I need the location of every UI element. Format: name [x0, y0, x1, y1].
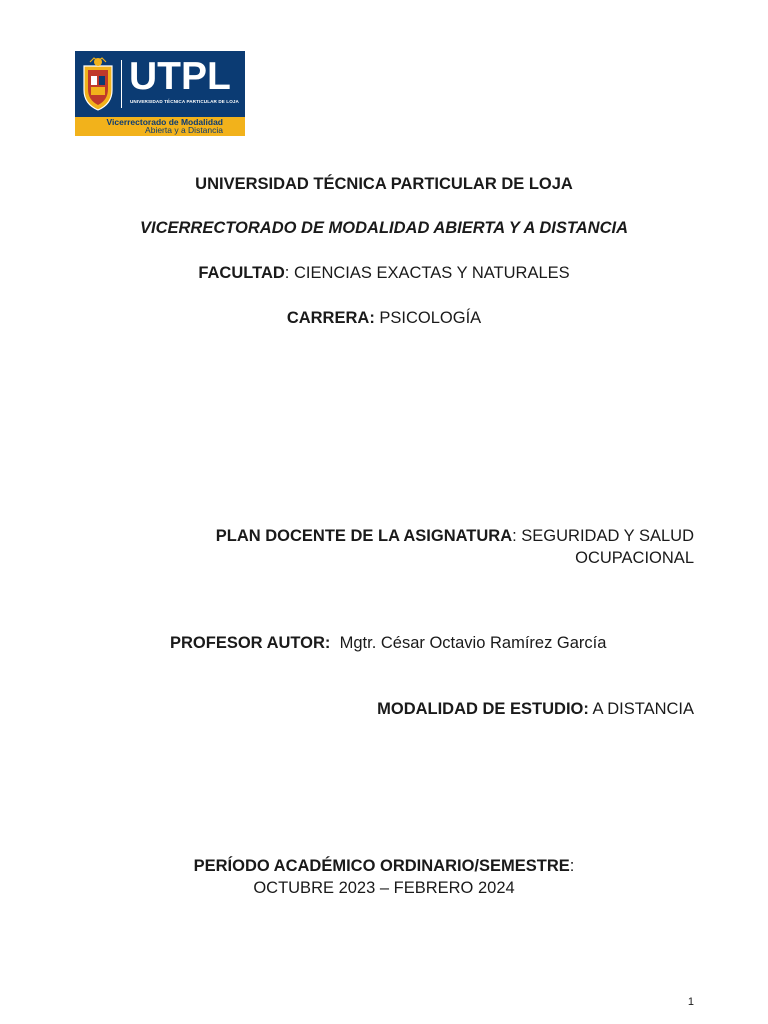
- periodo-line: [0, 857, 768, 876]
- logo-vicerrectorado-line1: Vicerrectorado de Modalidad: [106, 117, 223, 127]
- periodo-label: PERÍODO ACADÉMICO ORDINARIO/SEMESTRE: [193, 857, 570, 875]
- logo-separator: [121, 60, 122, 108]
- periodo-colon: :: [569, 857, 575, 875]
- profesor-label: PROFESOR AUTOR:: [170, 634, 331, 652]
- plan-label: PLAN DOCENTE DE LA ASIGNATURA: [215, 527, 513, 545]
- logo-vicerrectorado-line2: Abierta y a Distancia: [145, 125, 223, 135]
- modalidad-value: A DISTANCIA: [588, 700, 694, 718]
- logo-university-name: UNIVERSIDAD TÉCNICA PARTICULAR DE LOJA: [130, 99, 239, 104]
- carrera-value: PSICOLOGÍA: [374, 309, 482, 327]
- plan-docente-line2: [575, 549, 694, 568]
- periodo-value: OCTUBRE 2023 – FEBRERO 2024: [253, 879, 515, 897]
- shield-icon: [80, 56, 116, 112]
- facultad-value: : CIENCIAS EXACTAS Y NATURALES: [284, 264, 570, 282]
- profesor-value: Mgtr. César Octavio Ramírez García: [339, 634, 607, 652]
- plan-value: : SEGURIDAD Y SALUD: [512, 527, 694, 545]
- carrera-line: [0, 309, 768, 328]
- utpl-logo: [75, 51, 245, 136]
- facultad-line: [0, 264, 768, 283]
- page-number: 1: [687, 996, 694, 1008]
- facultad-label: FACULTAD: [198, 264, 285, 282]
- vicerrectorado-title: VICERRECTORADO DE MODALIDAD ABIERTA Y A DISTANCIA: [140, 219, 628, 237]
- plan-value-line2: OCUPACIONAL: [575, 549, 694, 567]
- modalidad-line: [377, 700, 694, 719]
- plan-docente-line: [216, 527, 694, 546]
- modalidad-label: MODALIDAD DE ESTUDIO:: [377, 700, 589, 718]
- profesor-line: [170, 634, 606, 653]
- periodo-dates: [0, 879, 768, 898]
- logo-wordmark: UTPL: [129, 55, 231, 98]
- university-title: UNIVERSIDAD TÉCNICA PARTICULAR DE LOJA: [195, 175, 573, 193]
- carrera-label: CARRERA:: [286, 309, 375, 327]
